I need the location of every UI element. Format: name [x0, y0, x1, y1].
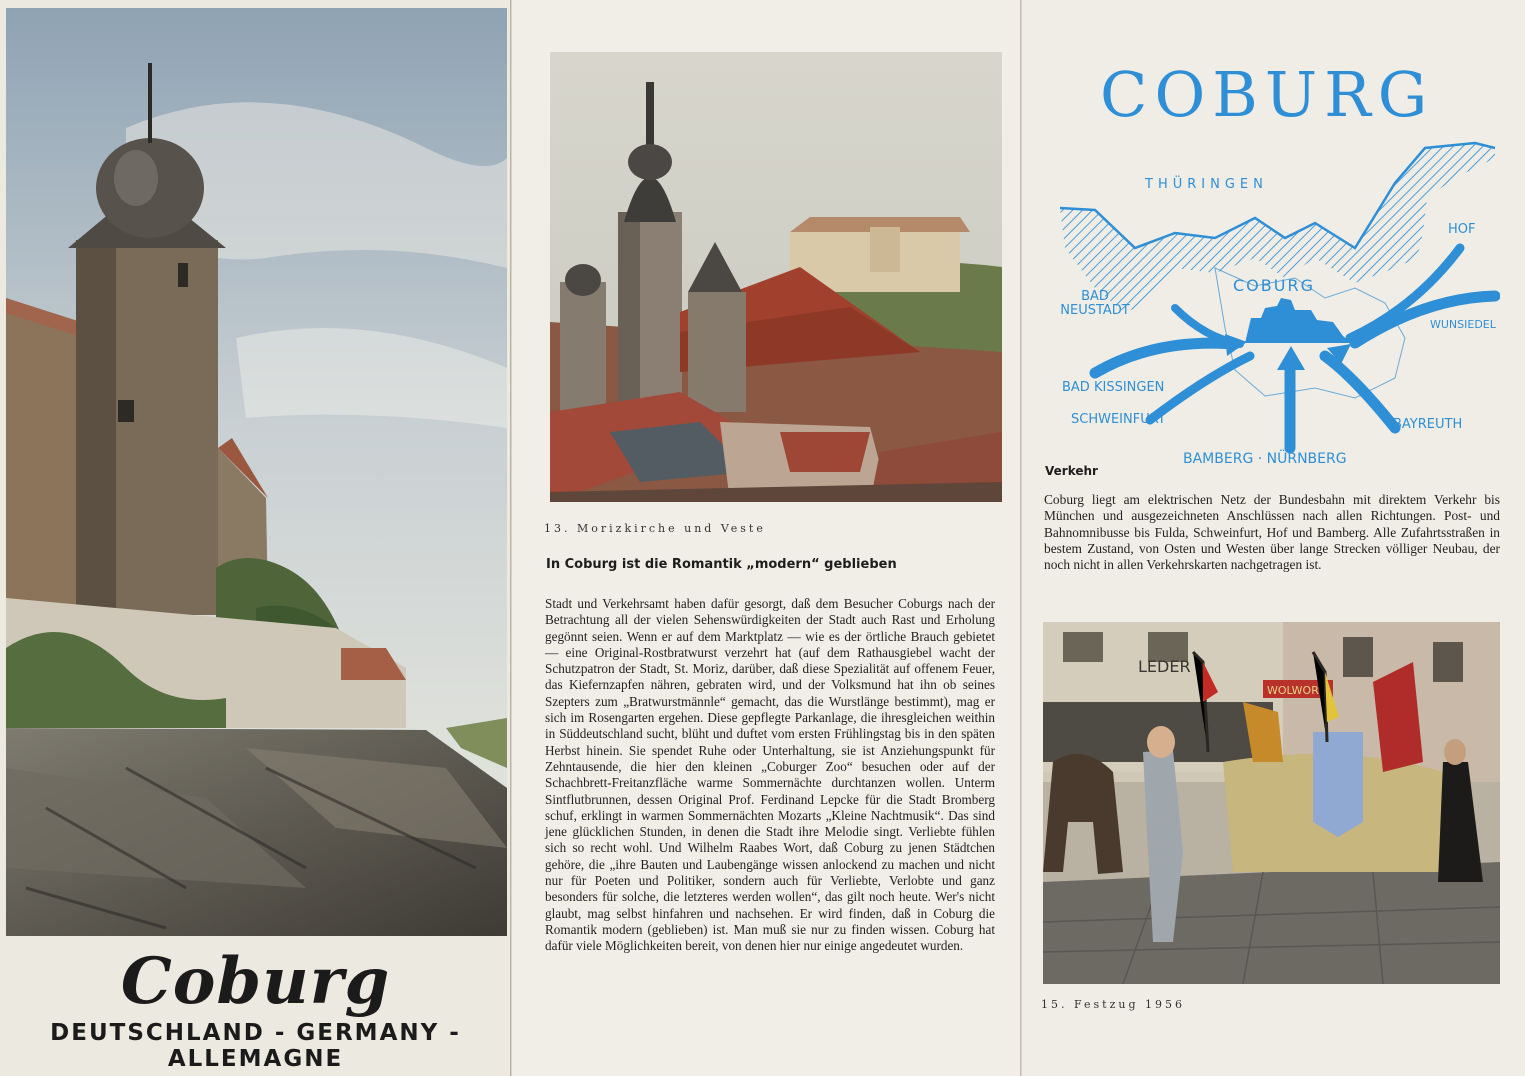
festzug-photo — [1043, 622, 1500, 984]
photo-caption-13: 13. Morizkirche und Veste — [544, 522, 766, 535]
cover-photo-castle-tower — [6, 8, 507, 936]
castle-silhouette — [1245, 298, 1351, 343]
map-label-bad-neustadt: BAD NEUSTADT — [1060, 289, 1130, 318]
morizkirche-photo — [550, 52, 1002, 502]
section-heading-romantik: In Coburg ist die Romantik „modern“ geblieben — [546, 557, 897, 572]
map-label-bamberg-nuernberg: BAMBERG · NÜRNBERG — [1183, 451, 1347, 467]
shop-sign-leder: LEDER — [1138, 657, 1191, 676]
cover-title: Coburg — [120, 944, 391, 1019]
shop-sign-woolworth: WOLWOR — [1267, 684, 1319, 697]
cover-panel — [0, 0, 511, 1076]
section-heading-verkehr: Verkehr — [1045, 464, 1098, 478]
map-label-thueringen: THÜRINGEN — [1145, 177, 1268, 192]
map-title: COBURG — [1100, 58, 1435, 131]
body-text-romantik: Stadt und Verkehrsamt haben dafür gesorgt, daß dem Besucher Coburgs nach der Betrachtung all der vielen Sehenswürdigkeiten der Stadt auch Rast und Erholung gegönnt seien. Wenn er auf dem Marktplatz — wie es der örtliche Brauch gebietet — eine Original-Rostbratwurst verzehrt hat (auf dem Rathausgiebel wacht der Schutzpatron der Stadt, St. Moriz, darüber, daß diese Spezialität auf offenem Feuer, das Kiefernzapfen nähren, gebraten wird, und der Volksmund hat ihn ob seines Szepters zum „Bratwurstmännle“ gemacht, das die Wurstlänge bestimmt), mag er sich im Rosengarten ergehen. Diese gepflegte Parkanlage, die ihresgleichen weithin in Süddeutschland sucht, blüht und duftet vom ersten Frühlingstag bis in den späten Herbst hinein. Sie spendet Ruhe oder Unterhaltung, sie ist Anziehungspunkt für Zehntausende, die hier den kleinen „Coburger Zoo“ besuchen oder auf der Schachbrett-Freitanzfläche warme Sommernächte durchtanzen wollen. Unterm Sintflutbrunnen, dessen Original Prof. Ferdinand Lepcke für die Stadt Bromberg schuf, erklingt in warmen Sommernächten Mozarts „Kleine Nachtmusik“. Das sind jene glücklichen Stunden, in denen die Stadt ihre Melodie singt. Verliebte fühlen sich so recht wohl. Und Wilhelm Raabes Wort, daß Coburg zu jenen Städtchen gehöre, die „ihre Bauten und Laubengänge wissen anlockend zu machen und nicht nur für Poeten und Politiker, sondern auch für Verliebte, Verlobte und ganz besonders für solche, die letzteres werden wollen“, das gilt noch heute. Wer's nicht glaubt, mag selbst hinfahren und nachsehen. Er wird finden, daß in Coburg die Romantik modern (geblieben) ist. Man muß sie nur zu finden wissen. Coburg hat dafür viele Möglichkeiten bereit, von denen hier nur einige angedeutet wurden. — [545, 596, 995, 954]
cover-subtitle: DEUTSCHLAND - GERMANY - ALLEMAGNE — [50, 1020, 461, 1072]
photo-caption-15: 15. Festzug 1956 — [1041, 998, 1186, 1011]
map-label-coburg: COBURG — [1233, 276, 1315, 295]
map-label-bad-kissingen: BAD KISSINGEN — [1062, 380, 1165, 395]
map-label-wunsiedel: WUNSIEDEL — [1430, 318, 1496, 331]
map-label-bayreuth: BAYREUTH — [1393, 417, 1463, 432]
map-label-hof: HOF — [1448, 222, 1476, 237]
body-text-verkehr: Coburg liegt am elektrischen Netz der Bundesbahn mit direktem Verkehr bis München und ausgezeichneten Anschlüssen nach allen Richtungen. Post- und Bahnomnibusse bis Fulda, Schweinfurt, Hof und Bamberg. Alle Zufahrtsstraßen in bestem Zustand, von Osten und Westen über lange Strecken völliger Neubau, der noch nicht in allen Verkehrskarten nachgetragen ist. — [1044, 492, 1500, 573]
middle-panel — [512, 0, 1021, 1076]
map-label-schweinfurt: SCHWEINFURT — [1071, 412, 1166, 427]
